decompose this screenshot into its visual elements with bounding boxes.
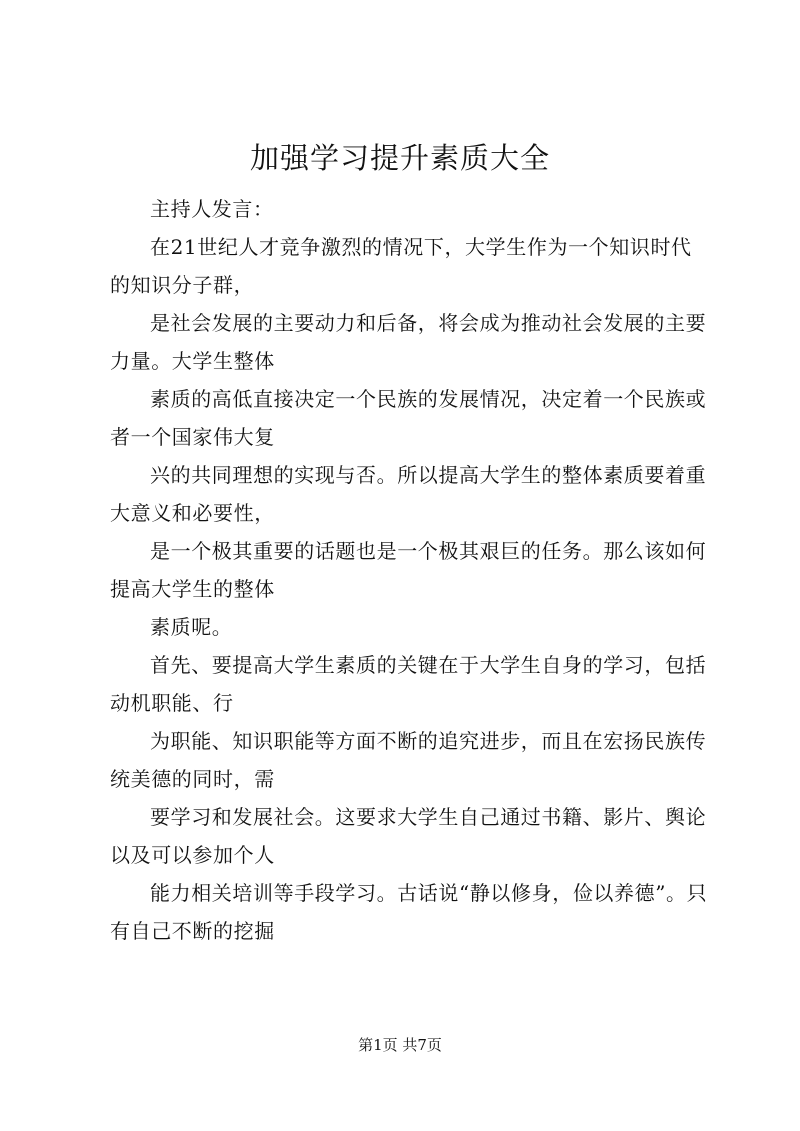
paragraph: 要学习和发展社会。这要求大学生自己通过书籍、影片、舆论以及可以参加个人 (110, 805, 707, 867)
paragraph: 为职能、知识职能等方面不断的追究进步，而且在宏扬民族传统美德的同时，需 (110, 729, 707, 791)
document-body (110, 190, 710, 950)
page-number-footer: 第1页 共7页 (358, 1036, 442, 1054)
paragraph: 兴的共同理想的实现与否。所以提高大学生的整体素质要着重大意义和必要性， (110, 463, 707, 525)
paragraph: 是一个极其重要的话题也是一个极其艰巨的任务。那么该如何提高大学生的整体 (110, 539, 707, 601)
paragraph: 首先、要提高大学生素质的关键在于大学生自身的学习，包括动机职能、行 (110, 653, 707, 715)
paragraph: 在21世纪人才竞争激烈的情况下，大学生作为一个知识时代的知识分子群， (110, 235, 692, 297)
document-title: 加强学习提升素质大全 (249, 141, 550, 175)
paragraph: 素质呢。 (150, 615, 233, 639)
paragraph: 素质的高低直接决定一个民族的发展情况，决定着一个民族或者一个国家伟大复 (110, 387, 707, 449)
paragraph: 主持人发言： (150, 197, 274, 221)
paragraph: 是社会发展的主要动力和后备，将会成为推动社会发展的主要力量。大学生整体 (110, 311, 707, 373)
paragraph: 能力相关培训等手段学习。古话说“静以修身，俭以养德”。只有自己不断的挖掘 (110, 881, 708, 943)
